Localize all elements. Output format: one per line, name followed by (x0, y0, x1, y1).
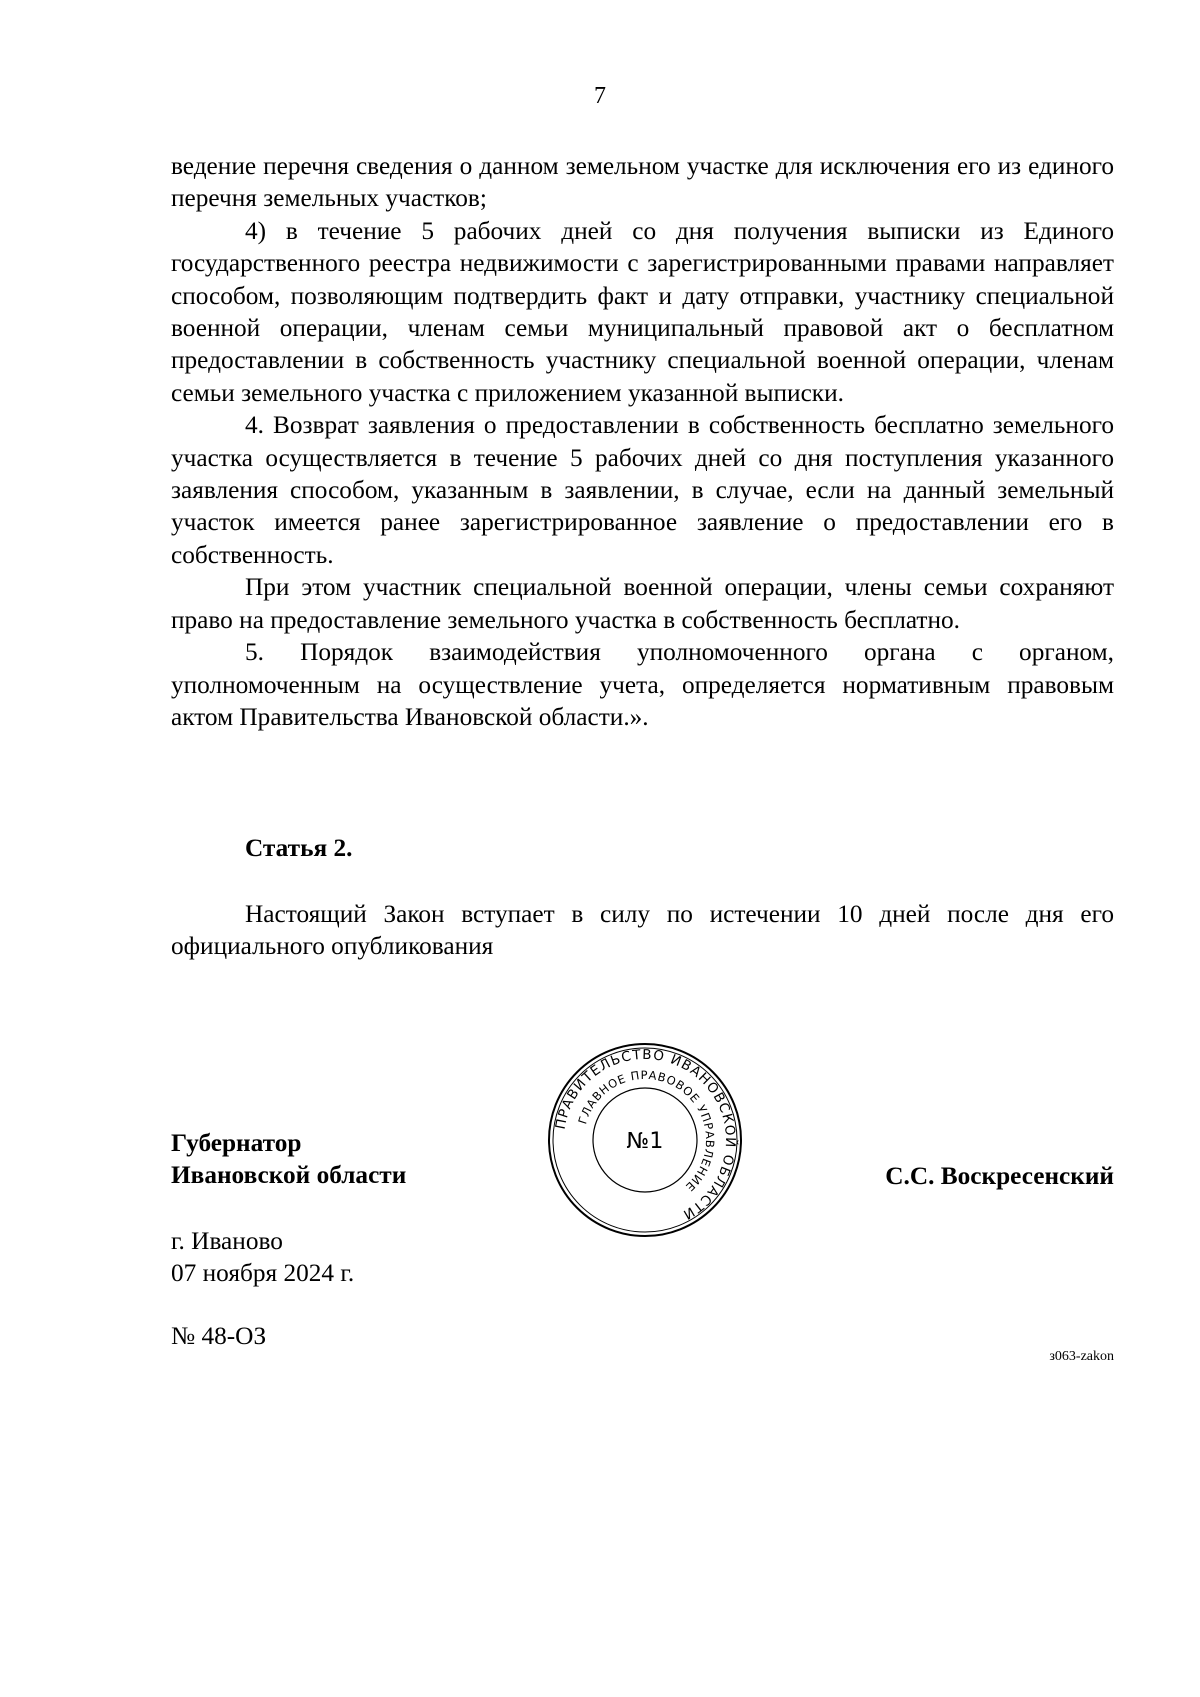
paragraph-item-4: 4) в течение 5 рабочих дней со дня получения выписки из Единого государственного реестра недвижимости с зарегистрированными правами направляет способом, позволяющим подтвердить факт и дату отправки, участнику специальной военной операции, членам семьи муниципальный правовой акт о бесплатном предоставлении в собственность участнику специальной военной операции, членам семьи земельного участка с приложением указанной выписки. (171, 216, 1114, 407)
seal-number: №1 (626, 1129, 664, 1154)
law-number: № 48-ОЗ (171, 1322, 267, 1350)
signatory-name: С.С. Воскресенский (885, 1162, 1114, 1190)
place-date (171, 1225, 354, 1290)
paragraph-rights-retained: При этом участник специальной военной операции, члены семьи сохраняют право на предоставление земельного участка в собственность бесплатно. (171, 573, 1114, 634)
document-code: з063-zakon (1049, 1349, 1114, 1364)
official-seal (545, 1040, 745, 1240)
paragraph-continuation: ведение перечня сведения о данном земельном участке для исключения его из единого перечня земельных участков; (171, 152, 1114, 213)
article-heading: Статья 2. (245, 834, 353, 862)
seal-outer-text: ПРАВИТЕЛЬСТВО ИВАНОВСКОЙ ОБЛАСТИ (552, 1046, 739, 1223)
place: г. Иваново (171, 1227, 283, 1255)
signatory-title-line1: Губернатор (171, 1129, 302, 1157)
paragraph-clause-5: 5. Порядок взаимодействия уполномоченного органа с органом, уполномоченным на осуществление учета, определяется нормативным правовым актом Правительства Ивановской области.». (171, 638, 1114, 731)
article-text: Настоящий Закон вступает в силу по истечении 10 дней после дня его официального опубликования (171, 900, 1114, 961)
page-number: 7 (594, 83, 606, 109)
date: 07 ноября 2024 г. (171, 1259, 355, 1288)
article-body (171, 898, 1114, 963)
paragraph-clause-4: 4. Возврат заявления о предоставлении в собственность бесплатно земельного участка осуществляется в течение 5 рабочих дней со дня поступления указанного заявления способом, указанным в заявлении, в случае, если на данный земельный участок имеется ранее зарегистрированное заявление о предоставлении его в собственность. (171, 411, 1114, 569)
signatory-title-line2: Ивановской области (171, 1161, 407, 1190)
law-body (171, 150, 1114, 733)
signatory-title (171, 1127, 406, 1192)
seal-inner-text: ГЛАВНОЕ ПРАВОВОЕ УПРАВЛЕНИЕ (575, 1067, 718, 1195)
